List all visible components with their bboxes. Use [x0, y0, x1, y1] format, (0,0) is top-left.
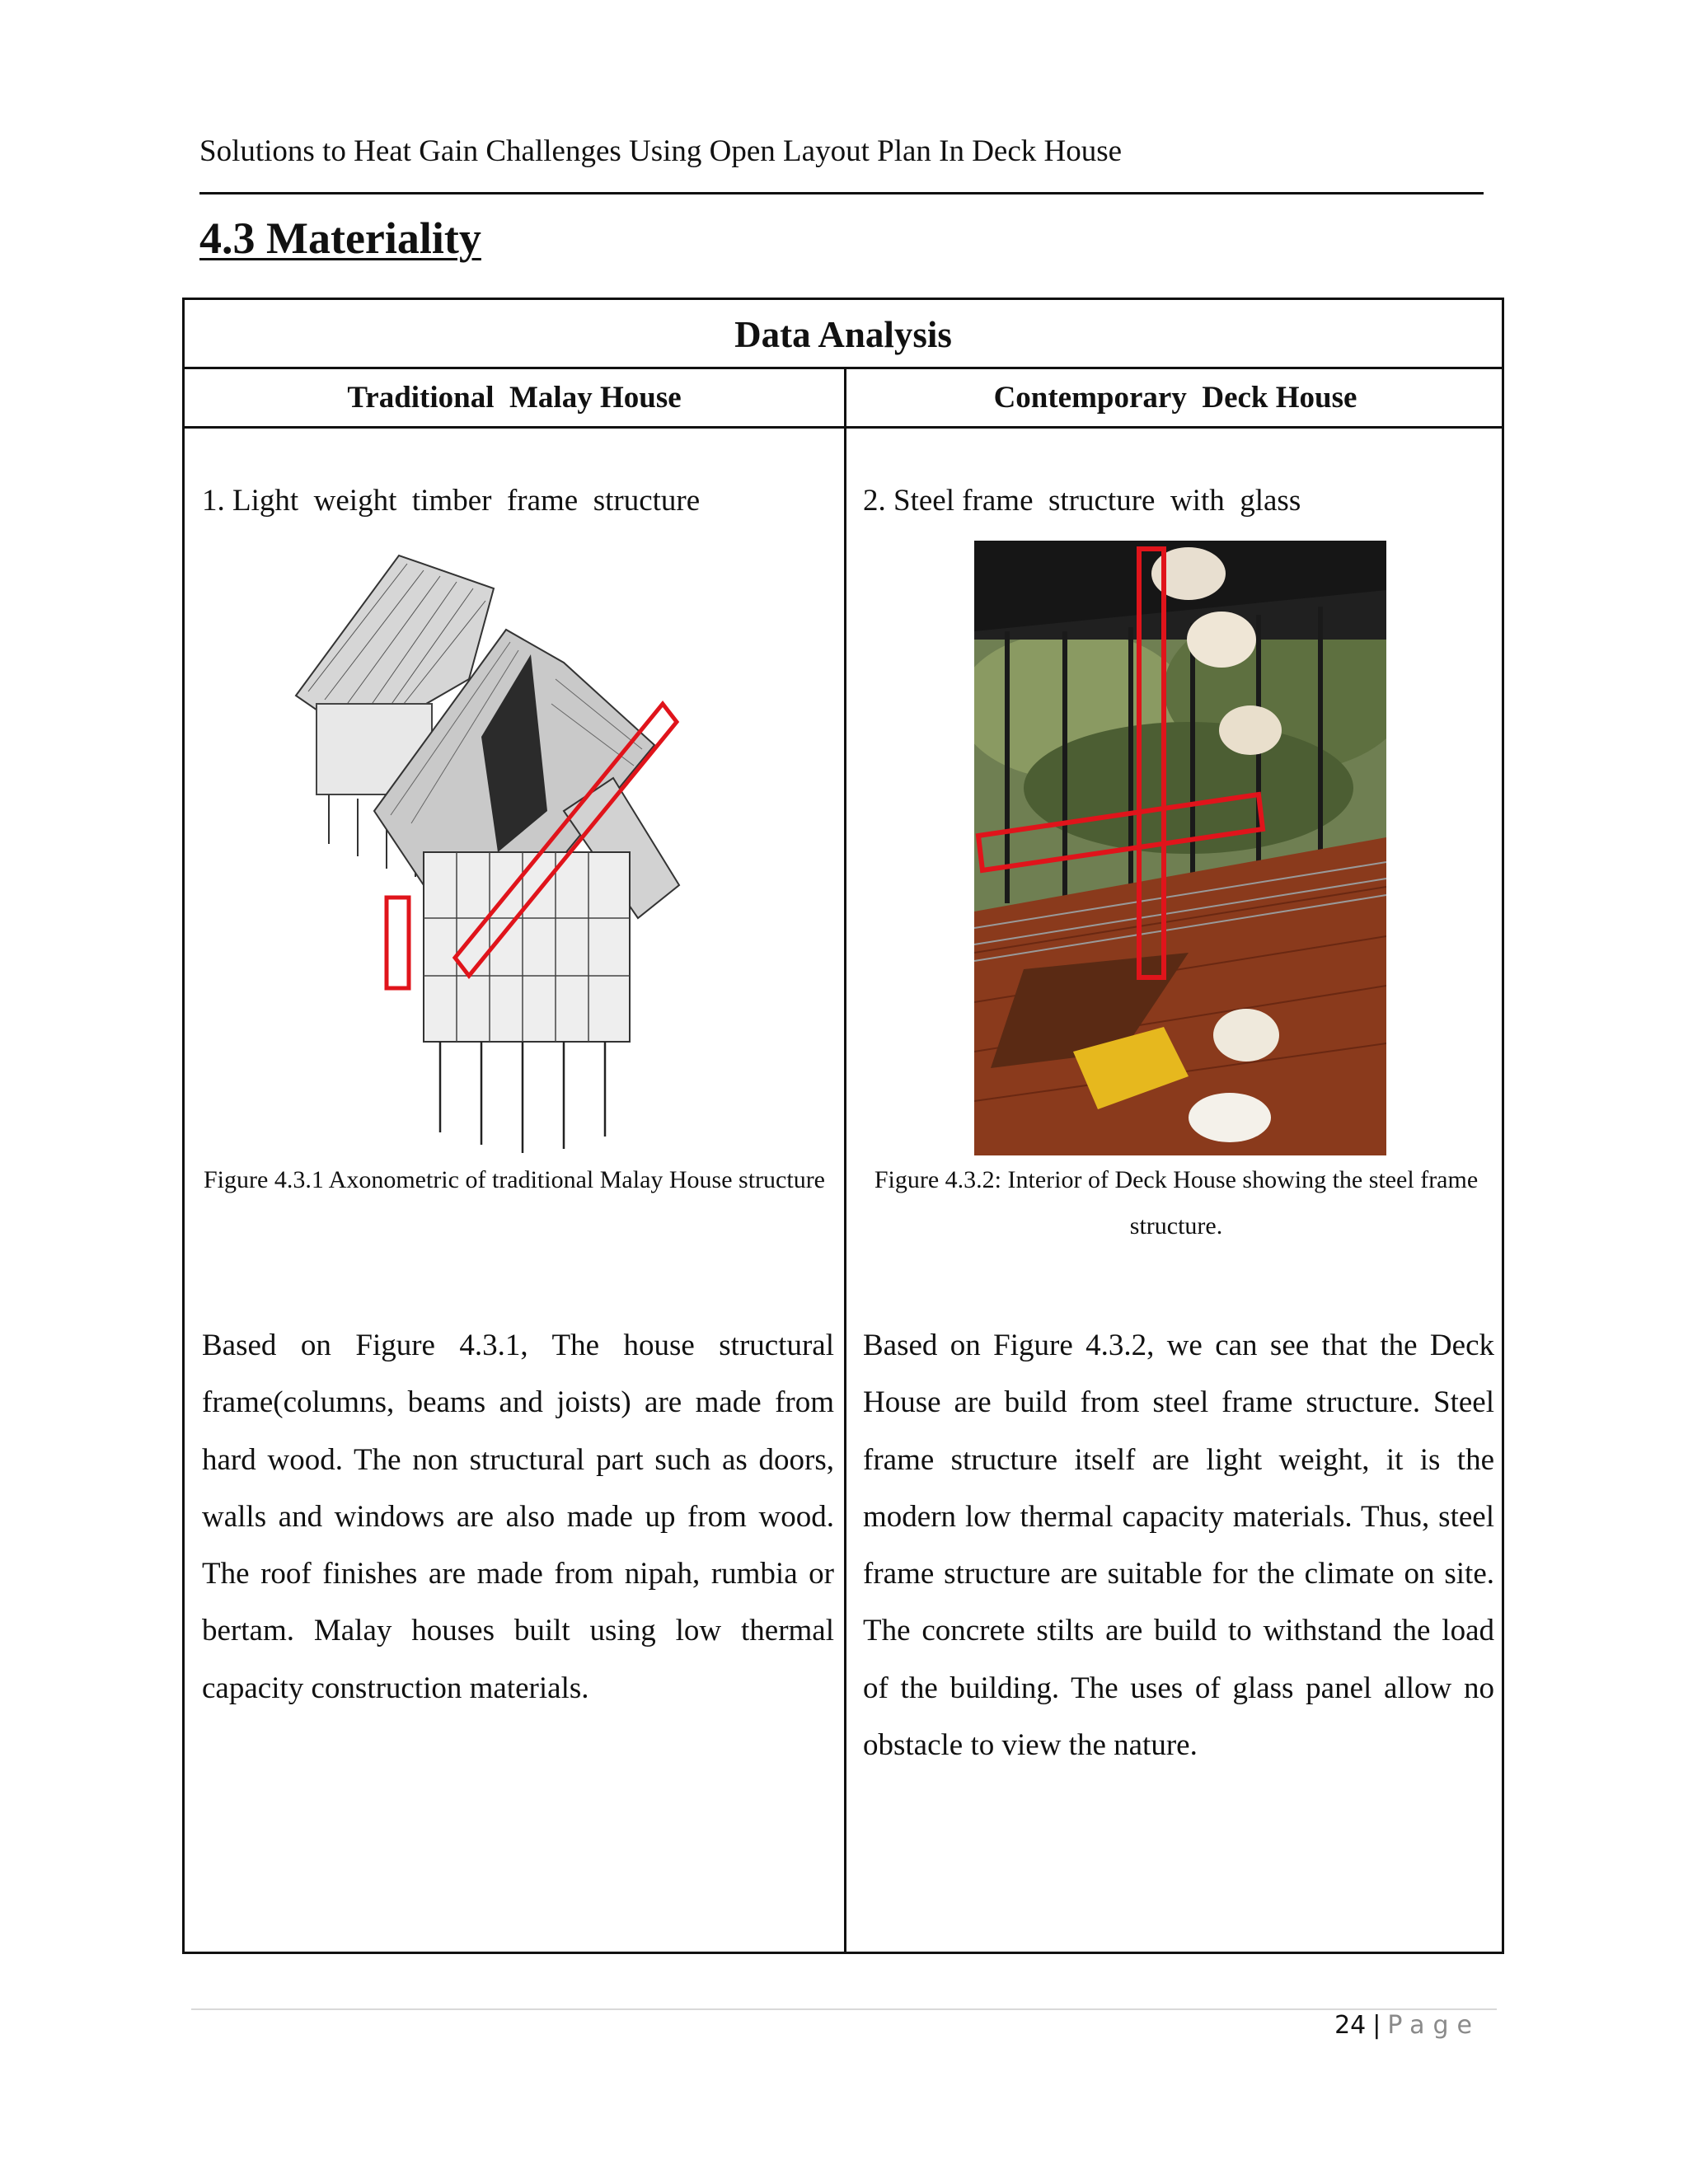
- footer-rule: [191, 2008, 1497, 2010]
- running-header: Solutions to Heat Gain Challenges Using Open Layout Plan In Deck House: [199, 134, 1123, 168]
- header-rule: [199, 192, 1484, 194]
- column-heading-contemporary: Contemporary Deck House: [993, 381, 1357, 415]
- paragraph-contemporary: Based on Figure 4.3.2, we can see that the Deck House are build from steel frame structure. Steel frame structure itself are light weight, it is the modern low thermal capacity materials. Thus, steel frame structure are suitable for the climate on site. The concrete stilts are build to withstand the load of the building. The uses of glass panel allow no obstacle to view the nature.: [863, 1329, 1494, 1763]
- figure-caption-4-3-1: Figure 4.3.1 Axonometric of traditional Malay House structure: [204, 1166, 825, 1193]
- page-number: 24: [1334, 2011, 1367, 2040]
- section-title: 4.3 Materiality: [199, 213, 481, 263]
- malay-house-axonometric-figure: [292, 539, 753, 1165]
- paragraph-traditional: Based on Figure 4.3.1, The house structural frame(columns, beams and joists) are made from hard wood. The non structural part such as doors, walls and windows are also made up from wood. The roof finishes are made from nipah, rumbia or bertam. Malay houses built using low thermal capacity construction materials.: [202, 1329, 834, 1705]
- footer-separator: |: [1372, 2011, 1381, 2040]
- column-heading-traditional: Traditional Malay House: [347, 381, 682, 415]
- page-footer: [1334, 2011, 1480, 2040]
- figure-caption-4-3-2: Figure 4.3.2: Interior of Deck House showing the steel frame structure.: [874, 1166, 1479, 1240]
- column-divider: [844, 369, 846, 1952]
- item-label-steel-glass: 2. Steel frame structure with glass: [863, 484, 1301, 518]
- table-title: Data Analysis: [185, 300, 1502, 369]
- deck-house-interior-photo: [974, 541, 1386, 1155]
- data-analysis-table: [182, 298, 1504, 1954]
- item-label-timber: 1. Light weight timber frame structure: [202, 484, 701, 518]
- header-row-divider: [185, 426, 1502, 429]
- page-label: Page: [1387, 2011, 1480, 2040]
